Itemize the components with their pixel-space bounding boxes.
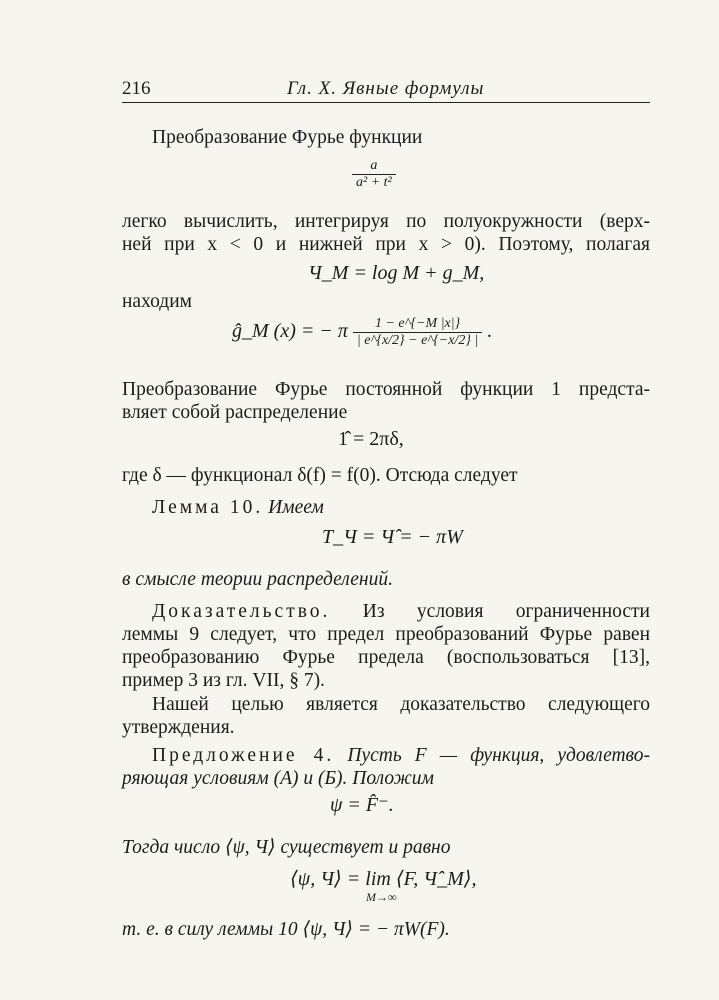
paragraph-line: в смысле теории распределений. — [122, 569, 393, 590]
proposition-label: Предложение 4. — [152, 745, 335, 766]
formula-lhs: ⟨ψ, Ч⟩ = lim ⟨F, Ч̂_M⟩, — [290, 868, 477, 890]
formula-numerator: 1 − e^{−M |x|} — [374, 316, 461, 331]
formula-g-hat: ĝ_M (x) = − π $\frac{1 - e\^{}\{-M |x|\}}{| e\^{}\{x/2\} - e\^{}\{-x/2\} |}$ . — [232, 316, 493, 348]
limit-subscript: M→∞ — [366, 890, 397, 904]
paragraph-line: где δ — функционал δ(f) = f(0). Отсюда следует — [122, 465, 518, 486]
formula-limit — [290, 866, 477, 904]
paragraph-line: ряющая условиям (А) и (Б). Положим — [122, 768, 434, 789]
paragraph-line: утверждения. — [122, 717, 235, 738]
proof-label: Доказательство. — [152, 601, 331, 622]
formula-delta: 1̂ = 2πδ, — [338, 428, 404, 450]
paragraph-line: ней при x < 0 и нижней при x > 0). Поэтому, полагая — [122, 234, 650, 255]
formula-fraction — [352, 158, 396, 191]
page-number: 216 — [122, 78, 151, 99]
formula-lhs: ĝ_M (x) = − π — [232, 320, 348, 343]
proposition-heading — [152, 744, 650, 768]
paragraph-line: пример 3 из гл. VII, § 7). — [122, 670, 325, 691]
lemma-text: Имеем — [268, 497, 324, 518]
page-header — [122, 76, 650, 103]
formula-numerator: a — [370, 158, 378, 173]
paragraph-line: вляет собой распределение — [122, 402, 348, 423]
proof-text: Из условия ограниченности — [362, 601, 650, 622]
paragraph-line: леммы 9 следует, что предел преобразований Фурье равен — [122, 624, 650, 645]
running-head: Гл. X. Явные формулы — [287, 78, 485, 99]
lemma-label: Лемма 10. — [152, 497, 264, 518]
formula-psi: ψ = F̂⁻. — [330, 794, 394, 816]
paragraph-line: легко вычислить, интегрируя по полуокружности (верх- — [122, 211, 650, 232]
paragraph-line: находим — [122, 291, 192, 312]
proof-heading — [152, 600, 650, 624]
paragraph-line: Преобразование Фурье функции — [152, 127, 423, 148]
formula-definition: Ч_M = log M + g_M, — [308, 262, 485, 284]
paragraph-line: Нашей целью является доказательство следующего — [152, 694, 650, 715]
formula-lemma: T_Ч = Ч̂ = − πW — [322, 526, 463, 548]
paragraph-line: Тогда число ⟨ψ, Ч⟩ существует и равно — [122, 837, 451, 858]
lemma-heading — [152, 496, 650, 520]
formula-denominator: | e^{x/2} − e^{−x/2} | — [353, 332, 482, 349]
paragraph-line: преобразованию Фурье предела (воспользоваться [13], — [122, 647, 650, 668]
proposition-text: Пусть F — функция, удовлетво- — [347, 745, 650, 766]
paragraph-line: Преобразование Фурье постоянной функции 1 предста- — [122, 379, 650, 400]
formula-denominator: a² + t² — [352, 174, 396, 191]
paragraph-line: т. е. в силу леммы 10 ⟨ψ, Ч⟩ = − πW(F). — [122, 919, 450, 940]
